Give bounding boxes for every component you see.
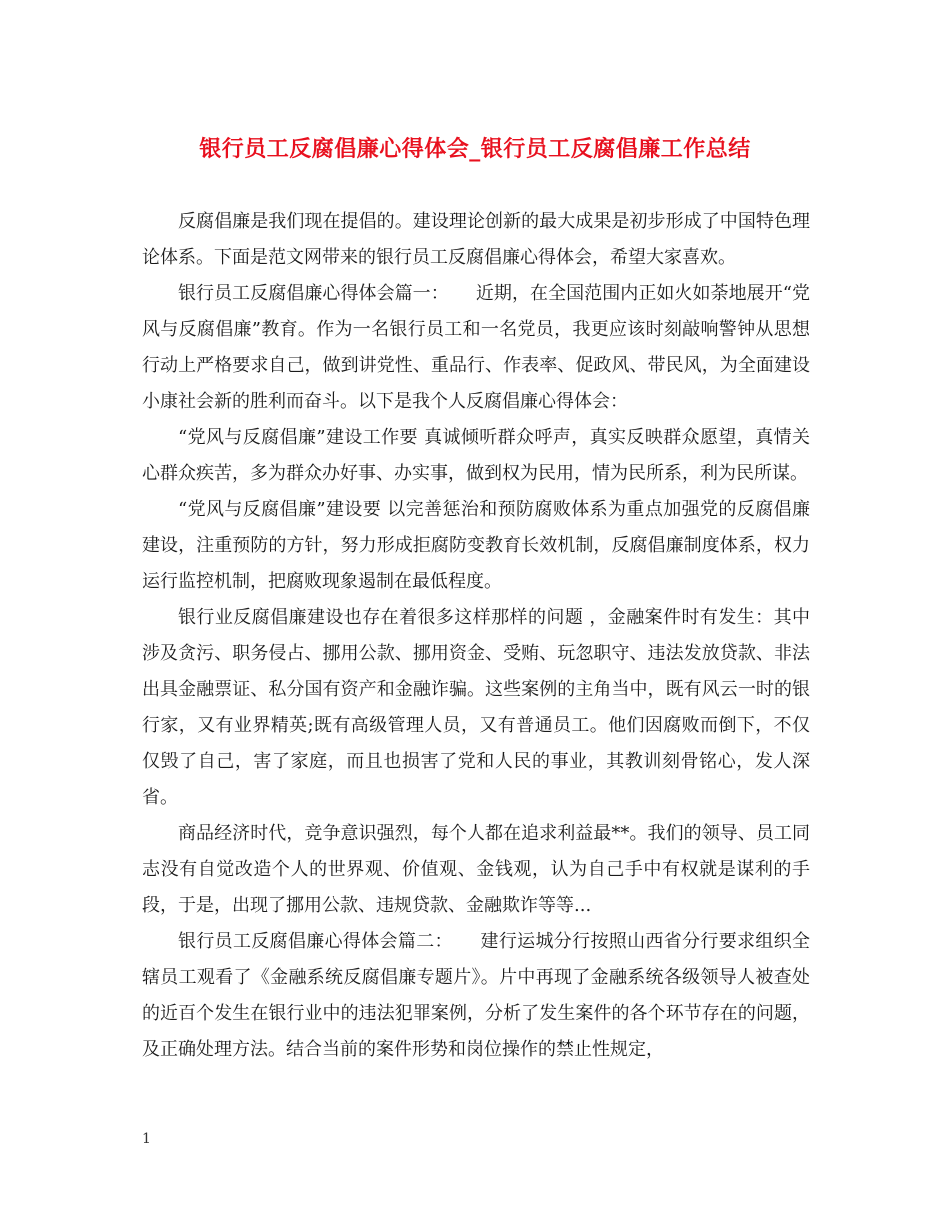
document-title: 银行员工反腐倡廉心得体会_银行员工反腐倡廉工作总结 bbox=[199, 136, 751, 162]
document-body bbox=[142, 204, 810, 1068]
paragraph-part-two: 银行员工反腐倡廉心得体会篇二： 建行运城分行按照山西省分行要求组织全辖员工观看了《金融系统反腐倡廉专题片》。片中再现了金融系统各级领导人被查处的近百个发生在银行业中的违法犯罪案例，分析了发生案件的各个环节存在的问题，及正确处理方法。结合当前的案件形势和岗位操作的禁止性规定， bbox=[142, 931, 810, 1060]
paragraph-part-one: 银行员工反腐倡廉心得体会篇一： 近期，在全国范围内正如火如荼地展开“党风与反腐倡廉”教育。作为一名银行员工和一名党员，我更应该时刻敲响警钟从思想行动上严格要求自己，做到讲党性、重品行、作表率、促政风、带民风，为全面建设小康社会新的胜利而奋斗。以下是我个人反腐倡廉心得体会： bbox=[142, 283, 810, 412]
paragraph-intro: 反腐倡廉是我们现在提倡的。建设理论创新的最大成果是初步形成了中国特色理论体系。下面是范文网带来的银行员工反腐倡廉心得体会，希望大家喜欢。 bbox=[142, 211, 810, 268]
page-number: 1 bbox=[142, 1131, 151, 1147]
paragraph-work-requirement: “党风与反腐倡廉”建设工作要 真诚倾听群众呼声，真实反映群众愿望，真情关心群众疾苦，多为群众办好事、办实事，做到权为民用，情为民所系，利为民所谋。 bbox=[142, 427, 810, 484]
paragraph-commodity-economy: 商品经济时代，竞争意识强烈，每个人都在追求利益最**。我们的领导、员工同志没有自觉改造个人的世界观、价值观、金钱观，认为自己手中有权就是谋利的手段，于是，出现了挪用公款、违规贷款、金融欺诈等等... bbox=[142, 823, 810, 916]
paragraph-construction-requirement: “党风与反腐倡廉”建设要 以完善惩治和预防腐败体系为重点加强党的反腐倡廉建设，注重预防的方针，努力形成拒腐防变教育长效机制，反腐倡廉制度体系，权力运行监控机制，把腐败现象遏制在最低程度。 bbox=[142, 499, 810, 592]
paragraph-banking-issues: 银行业反腐倡廉建设也存在着很多这样那样的问题 ，金融案件时有发生：其中 涉及贪污、职务侵占、挪用公款、挪用资金、受贿、玩忽职守、违法发放贷款、非法出具金融票证、私分国有资产和金融诈骗。这些案例的主角当中，既有风云一时的银行家，又有业界精英;既有高级管理人员，又有普通员工。他们因腐败而倒下，不仅仅毁了自己，害了家庭，而且也损害了党和人民的事业，其教训刻骨铭心，发人深省。 bbox=[142, 607, 810, 808]
